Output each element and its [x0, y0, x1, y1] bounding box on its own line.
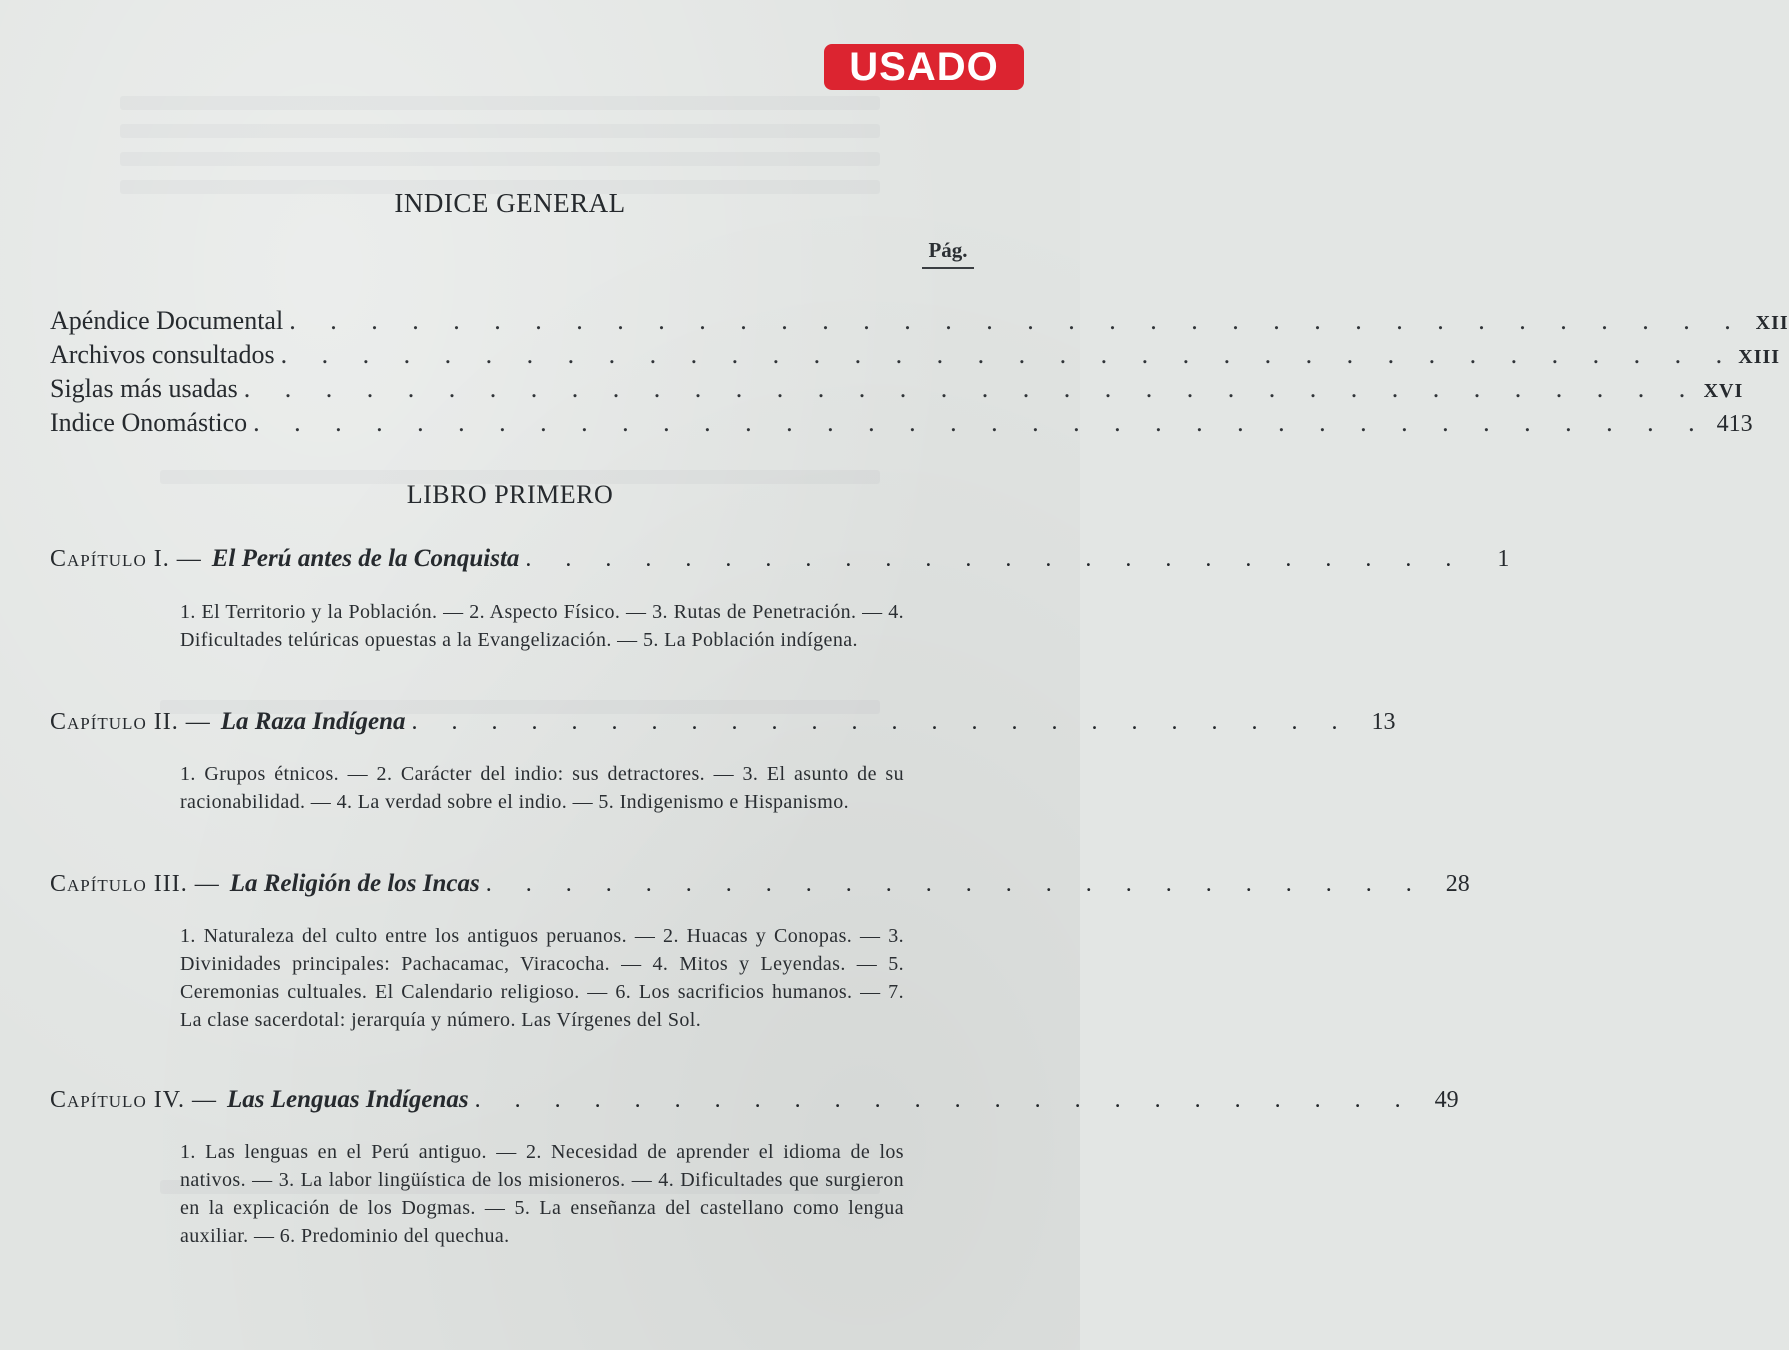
chapter-summary: 1. Grupos étnicos. — 2. Carácter del indio: sus detractores. — 3. El asunto de su racionabilidad. — 4. La verdad sobre el indio. — 5. Indigenismo e Hispanismo. — [180, 763, 904, 813]
chapter-heading — [50, 708, 1396, 742]
entry-label: Indice Onomástico — [50, 408, 248, 437]
entry-page: 413 — [1716, 411, 1753, 437]
index-entry — [50, 340, 1781, 372]
index-entry — [50, 306, 1789, 338]
book-title: LIBRO PRIMERO — [406, 480, 614, 509]
entry-label: Siglas más usadas — [50, 374, 238, 403]
chapter-heading — [50, 870, 1470, 904]
entry-page: XII — [1755, 312, 1789, 334]
dot-leader: . . . . . . . . . . . . . . . . . . . . . . . . . . . . . . . . . . . . — [253, 408, 1709, 437]
index-entry — [50, 374, 1744, 406]
entry-page: XVI — [1703, 380, 1744, 402]
chapter-summary: 1. Las lenguas en el Perú antiguo. — 2. Necesidad de aprender el idioma de los nativos. — 3. La labor lingüística de los misioneros. — 4. Dificultades que surgieron en la explicación de los Dogmas. — 5. La enseñanza del castellano como lengua auxiliar. — 6. Predominio del quechua. — [180, 1141, 904, 1247]
dot-leader: . . . . . . . . . . . . . . . . . . . . . . . . . . . . . . . . . . . . — [280, 340, 1737, 369]
dot-leader: . . . . . . . . . . . . . . . . . . . . . . . . . . . . . . . . . . . . — [289, 306, 1745, 335]
index-title: INDICE GENERAL — [394, 188, 626, 218]
entry-page: XIII — [1738, 346, 1781, 368]
index-entry — [50, 408, 1753, 440]
dot-leader: . . . . . . . . . . . . . . . . . . . . . . . . . . . . . . . . . . . . — [243, 374, 1700, 403]
chapter-page: 1 — [1497, 546, 1510, 572]
chapter-label: Capítulo IV. — — [50, 1087, 217, 1113]
entry-label: Archivos consultados — [50, 340, 275, 369]
chapter-title: La Religión de los Incas — [229, 870, 480, 897]
dot-leader: . . . . . . . . . . . . . . . . . . . . . . . . — [411, 709, 1352, 735]
chapter-label: Capítulo II. — — [50, 709, 211, 735]
chapter-title: El Perú antes de la Conquista — [211, 545, 520, 572]
chapter-title: La Raza Indígena — [220, 708, 406, 735]
entry-label: Apéndice Documental — [50, 306, 284, 335]
used-badge: USADO — [824, 44, 1024, 90]
chapter-page: 28 — [1445, 871, 1470, 897]
bleed-through-line — [120, 96, 880, 110]
chapter-page: 49 — [1434, 1087, 1459, 1113]
chapter-label: Capítulo I. — — [50, 546, 202, 572]
dot-leader: . . . . . . . . . . . . . . . . . . . . . . . . — [525, 546, 1466, 572]
bleed-through-line — [120, 152, 880, 166]
chapter-page: 13 — [1371, 709, 1396, 735]
dot-leader: . . . . . . . . . . . . . . . . . . . . . . . . — [485, 871, 1426, 897]
chapter-heading — [50, 1086, 1459, 1120]
chapter-summary: 1. El Territorio y la Población. — 2. Aspecto Físico. — 3. Rutas de Penetración. — 4. Dificultades telúricas opuestas a la Evangelización. — 5. La Población indígena. — [180, 601, 904, 651]
chapter-title: Las Lenguas Indígenas — [226, 1086, 469, 1113]
chapter-heading — [50, 545, 1510, 579]
bleed-through-line — [120, 124, 880, 138]
chapter-label: Capítulo III. — — [50, 871, 220, 897]
page-column-label: Pág. — [922, 238, 974, 269]
chapter-summary: 1. Naturaleza del culto entre los antiguos peruanos. — 2. Huacas y Conopas. — 3. Divinidades principales: Pachacamac, Viracocha. — 4. Mitos y Leyendas. — 5. Ceremonias cultuales. El Calendario religioso. — 6. Los sacrificios humanos. — 7. La clase sacerdotal: jerarquía y número. Las Vírgenes del Sol. — [180, 925, 904, 1031]
dot-leader: . . . . . . . . . . . . . . . . . . . . . . . . — [474, 1087, 1415, 1113]
